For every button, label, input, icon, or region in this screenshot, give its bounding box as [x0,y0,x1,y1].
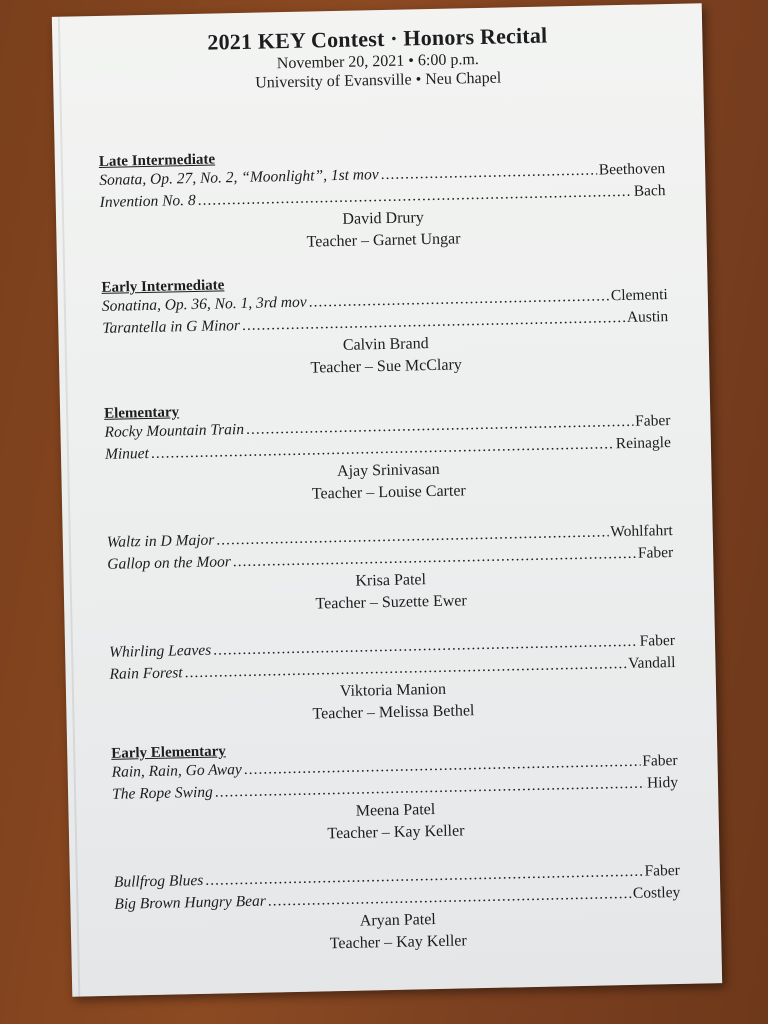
piece-title: Bullfrog Blues [113,871,204,891]
piece-title: Rain, Rain, Go Away [111,761,242,781]
level-heading: Early Intermediate [101,277,225,296]
piece-title: Gallop on the Moor [107,553,232,573]
level-heading: Late Intermediate [98,151,216,170]
piece-title: Big Brown Hungry Bear [114,892,266,913]
piece-composer: Wohlfahrt [610,522,673,541]
piece-title: Sonata, Op. 27, No. 2, “Moonlight”, 1st mov [99,166,379,189]
teacher-name: Teacher – Louise Carter [311,482,466,503]
piece-composer: Faber [639,632,676,650]
performer-name: David Drury [342,209,424,228]
program-entry [111,734,679,850]
performer-name: Ajay Srinivasan [336,460,440,481]
program-entry [114,860,682,960]
program-body [55,141,722,960]
teacher-name: Teacher – Melissa Bethel [312,702,475,723]
program-venue: University of Evansville • Neu Chapel [255,69,502,92]
piece-composer: Faber [637,544,674,562]
teacher-name: Teacher – Garnet Ungar [306,230,461,251]
piece-title: Minuet [104,444,150,463]
piece-title: Whirling Leaves [108,641,212,661]
piece-title: Waltz in D Major [106,531,215,551]
performer-name: Viktoria Manion [339,680,447,701]
performer-name: Krisa Patel [355,571,427,590]
piece-composer: Beethoven [598,160,666,179]
piece-composer: Clementi [610,286,668,305]
level-heading: Elementary [103,404,180,422]
piece-composer: Austin [626,308,669,326]
teacher-name: Teacher – Sue McClary [310,356,462,377]
piece-composer: Reinagle [615,434,672,453]
program-header [52,3,704,97]
performer-name: Calvin Brand [342,335,429,354]
piece-title: The Rope Swing [111,783,214,803]
program-entry [99,142,667,258]
piece-composer: Costley [632,883,681,902]
piece-composer: Faber [644,861,681,880]
program-entry [107,520,675,620]
level-heading: Early Elementary [111,743,226,762]
performer-name: Meena Patel [355,801,436,820]
teacher-name: Teacher – Suzette Ewer [315,592,467,613]
teacher-name: Teacher – Kay Keller [327,822,465,843]
piece-composer: Vandall [627,653,676,672]
piece-title: Tarantella in G Minor [102,317,241,337]
piece-composer: Faber [634,412,671,430]
piece-composer: Hidy [646,773,679,792]
piece-title: Invention No. 8 [99,191,196,211]
program-date-time: November 20, 2021 • 6:00 p.m. [276,50,479,73]
piece-composer: Faber [642,751,678,770]
piece-composer: Bach [633,182,666,200]
piece-title: Rocky Mountain Train [104,420,245,441]
performer-name: Aryan Patel [359,911,436,930]
program-entry [104,394,672,510]
program-sheet [52,3,722,996]
piece-title: Sonatina, Op. 36, No. 1, 3rd mov [101,293,307,315]
program-entry [109,630,677,730]
program-entry [101,268,669,384]
program-title: 2021 KEY Contest · Honors Recital [207,22,548,55]
teacher-name: Teacher – Kay Keller [329,932,467,953]
piece-title: Rain Forest [109,664,183,683]
